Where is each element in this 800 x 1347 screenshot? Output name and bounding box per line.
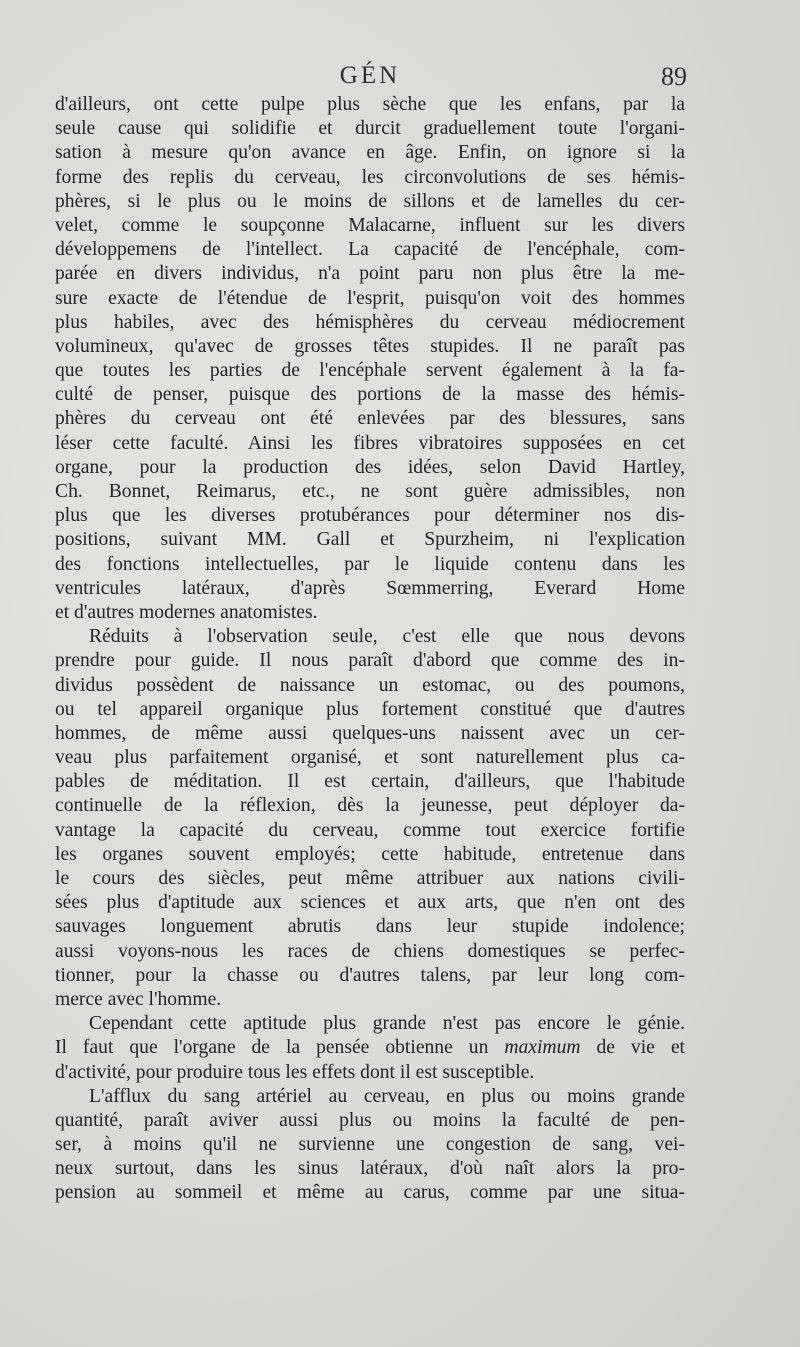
text-line: aussi voyons-nous les races de chiens domestiques se perfec- — [55, 940, 685, 962]
page-number: 89 — [661, 62, 687, 91]
text-line: des fonctions intellectuelles, par le liquide contenu dans les — [55, 553, 685, 575]
text-line: que toutes les parties de l'encéphale servent également à la fa- — [55, 360, 685, 382]
text-line: tionner, pour la chasse ou d'autres talens, par leur long com- — [55, 964, 685, 986]
text-line: velet, comme le soupçonne Malacarne, influent sur les divers — [55, 214, 685, 236]
text-line: phères du cerveau ont été enlevées par des blessures, sans — [55, 408, 685, 430]
text-line: le cours des siècles, peut même attribuer aux nations civili- — [55, 868, 685, 889]
text-line: Ch. Bonnet, Reimarus, etc., ne sont guère admissibles, non — [55, 481, 685, 502]
text-line: prendre pour guide. Il nous paraît d'abord que comme des in- — [55, 650, 685, 672]
text-line: continuelle de la réflexion, dès la jeunesse, peut déployer da- — [55, 795, 685, 817]
text-line: plus habiles, avec des hémisphères du cerveau médiocrement — [55, 311, 685, 333]
text-line: quantité, paraît aviver aussi plus ou moins la faculté de pen- — [55, 1109, 685, 1131]
paragraph-1 — [55, 93, 685, 625]
text-line: vantage la capacité du cerveau, comme tout exercice fortifie — [55, 819, 685, 841]
text-line: merce avec l'homme. — [55, 988, 222, 1010]
text-line: Réduits à l'observation seule, c'est elle que nous devons — [89, 626, 685, 648]
text-line: d'ailleurs, ont cette pulpe plus sèche que les enfans, par la — [55, 94, 685, 115]
text-line: et d'autres modernes anatomistes. — [55, 601, 318, 623]
text-line: plus que les diverses protubérances pour déterminer nos dis- — [55, 505, 685, 527]
text-line: pables de méditation. Il est certain, d'ailleurs, que l'habitude — [55, 771, 685, 793]
text-line: forme des replis du cerveau, les circonvolutions de ses hémis- — [55, 166, 685, 188]
text-line: phères, si le plus ou le moins de sillons et de lamelles du cer- — [55, 190, 685, 212]
paragraph-4 — [55, 1085, 685, 1206]
text-line: ventricules latéraux, d'après Sœmmerring, Everard Home — [55, 577, 685, 599]
text-line: seule cause qui solidifie et durcit graduellement toute l'organi- — [55, 118, 685, 140]
text-line: sure exacte de l'étendue de l'esprit, puisqu'on voit des hommes — [55, 287, 685, 309]
text-line: ou tel appareil organique plus fortement constitué que d'autres — [55, 698, 685, 720]
running-head: GÉN — [339, 62, 401, 89]
paragraph-3 — [55, 1012, 685, 1085]
text-line: léser cette faculté. Ainsi les fibres vibratoires supposées en cet — [55, 432, 685, 454]
text-line: Cependant cette aptitude plus grande n'est pas encore le génie. — [89, 1013, 685, 1035]
text-line: culté de penser, puisque des portions de la masse des hémis- — [55, 384, 685, 406]
text-line: pension au sommeil et même au carus, comme par une situa- — [55, 1182, 685, 1204]
body-text — [55, 93, 685, 1206]
text-line: L'afflux du sang artériel au cerveau, en plus ou moins grande — [89, 1085, 685, 1107]
text-line: Il faut que l'organe de la pensée obtienne un maximum de vie et — [55, 1037, 685, 1059]
text-line: veau plus parfaitement organisé, et sont naturellement plus ca- — [55, 747, 685, 769]
text-line: hommes, de même aussi quelques-uns naissent avec un cer- — [55, 722, 685, 744]
text-line: positions, suivant MM. Gall et Spurzheim, ni l'explication — [55, 529, 685, 551]
text-line: neux surtout, dans les sinus latéraux, d'où naît alors la pro- — [55, 1158, 685, 1180]
text-line: volumineux, qu'avec de grosses têtes stupides. Il ne paraît pas — [55, 335, 685, 357]
text-line: les organes souvent employés; cette habitude, entretenue dans — [55, 843, 685, 865]
text-line: développemens de l'intellect. La capacité de l'encéphale, com- — [55, 239, 685, 261]
paragraph-2 — [55, 625, 685, 1012]
text-line: sation à mesure qu'on avance en âge. Enfin, on ignore si la — [55, 142, 685, 164]
text-line: organe, pour la production des idées, selon David Hartley, — [55, 456, 685, 478]
text-line: d'activité, pour produire tous les effets dont il est susceptible. — [55, 1061, 535, 1083]
emphasis-word: maximum — [504, 1037, 581, 1059]
text-line: parée en divers individus, n'a point paru non plus être la me- — [55, 263, 685, 285]
text-line: sées plus d'aptitude aux sciences et aux arts, que n'en ont des — [55, 892, 685, 914]
text-line: ser, à moins qu'il ne survienne une congestion de sang, vei- — [55, 1134, 685, 1156]
text-line: sauvages longuement abrutis dans leur stupide indolence; — [55, 916, 685, 938]
text-line: dividus possèdent de naissance un estomac, ou des poumons, — [55, 674, 685, 696]
